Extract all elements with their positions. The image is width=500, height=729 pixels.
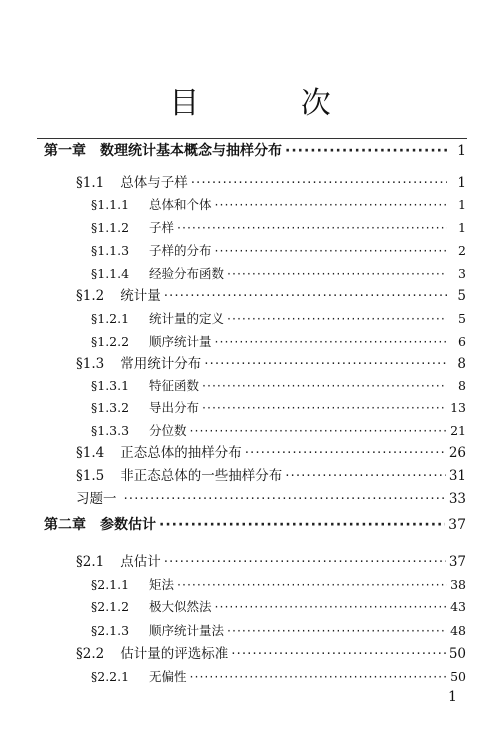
dot-leader <box>215 598 447 616</box>
toc-entry-title: 无偏性 <box>149 669 187 684</box>
toc-entry-number: §1.3.1 <box>91 378 130 393</box>
toc-entry-page: 1 <box>457 175 466 191</box>
toc-entry-title: 极大似然法 <box>149 599 212 614</box>
toc-entry-sub[interactable] <box>91 422 466 440</box>
dot-leader <box>227 310 447 328</box>
toc-entry-page: 5 <box>458 311 466 326</box>
toc-entry-page: 33 <box>448 491 466 507</box>
toc-entry-page: 43 <box>450 599 466 614</box>
dot-leader <box>164 553 446 571</box>
toc-entry-page: 8 <box>457 356 466 372</box>
toc-entry-number: 习题一 <box>76 491 117 507</box>
dot-leader <box>177 219 447 237</box>
toc-entry-title: 导出分布 <box>149 400 200 415</box>
toc-entry-sub[interactable] <box>91 242 466 260</box>
toc-entry-number: 第二章 <box>44 517 86 533</box>
toc-entry-number: §2.2 <box>76 646 105 662</box>
toc-entry-chapter[interactable] <box>44 142 466 160</box>
toc-entry-page: 21 <box>450 423 466 438</box>
toc-entry-sub[interactable] <box>91 576 466 594</box>
toc-entry-chapter[interactable] <box>44 516 466 534</box>
dot-leader <box>285 142 447 160</box>
dot-leader <box>215 333 447 351</box>
toc-entry-page: 37 <box>448 517 466 533</box>
toc-entry-title: 常用统计分布 <box>120 356 202 372</box>
toc-entry-title: 特征函数 <box>149 378 200 393</box>
toc-entry-section[interactable] <box>76 174 466 192</box>
page-title: 目 次 <box>169 86 377 121</box>
toc-entry-number: §1.1.3 <box>91 243 130 258</box>
toc-entry-sub[interactable] <box>91 399 466 417</box>
toc-entry-section[interactable] <box>76 645 466 663</box>
dot-leader <box>215 196 447 214</box>
toc-entry-number: §1.4 <box>76 445 105 461</box>
toc-entry-title: 数理统计基本概念与抽样分布 <box>100 143 282 159</box>
toc-entry-page: 38 <box>450 577 466 592</box>
toc-entry-number: §1.3.2 <box>91 400 130 415</box>
toc-entry-number: §2.1.1 <box>91 577 130 592</box>
toc-entry-title: 顺序统计量法 <box>149 623 225 638</box>
dot-leader <box>190 422 447 440</box>
toc-entry-title: 正态总体的抽样分布 <box>120 445 242 461</box>
toc-entry-number: §1.2.1 <box>91 311 130 326</box>
toc-entry-title: 非正态总体的一些抽样分布 <box>120 468 283 484</box>
toc-entry-title: 总体与子样 <box>120 175 188 191</box>
toc-entry-section[interactable] <box>76 287 466 305</box>
toc-entry-section[interactable] <box>76 467 466 485</box>
toc-entry-number: 第一章 <box>44 143 86 159</box>
toc-entry-number: §2.1.2 <box>91 599 130 614</box>
toc-entry-section[interactable] <box>76 355 466 373</box>
dot-leader <box>227 622 447 640</box>
dot-leader <box>177 576 447 594</box>
toc-entry-title: 估计量的评选标准 <box>120 646 229 662</box>
toc-entry-sub[interactable] <box>91 265 466 283</box>
page-number: 1 <box>448 689 457 705</box>
toc-entry-title: 矩法 <box>149 577 175 592</box>
toc-entry-number: §1.5 <box>76 468 105 484</box>
toc-entry-sub[interactable] <box>91 377 466 395</box>
toc-entry-page: 2 <box>458 243 466 258</box>
dot-leader <box>202 399 447 417</box>
toc-entry-number: §1.1.2 <box>91 220 130 235</box>
toc-entry-title: 子样的分布 <box>149 243 212 258</box>
toc-entry-exercise[interactable] <box>76 490 466 508</box>
toc-entry-sub[interactable] <box>91 310 466 328</box>
top-rule <box>37 138 467 139</box>
toc-entry-title: 点估计 <box>120 554 161 570</box>
toc-entry-sub[interactable] <box>91 668 466 686</box>
toc-entry-sub[interactable] <box>91 598 466 616</box>
toc-entry-page: 8 <box>458 378 466 393</box>
dot-leader <box>231 645 446 663</box>
toc-entry-page: 5 <box>457 288 466 304</box>
dot-leader <box>164 287 447 305</box>
toc-entry-page: 37 <box>448 554 466 570</box>
toc-entry-title: 子样 <box>149 220 175 235</box>
dot-leader <box>190 668 447 686</box>
dot-leader <box>124 490 446 508</box>
toc-entry-sub[interactable] <box>91 622 466 640</box>
toc-entry-number: §1.1 <box>76 175 105 191</box>
dot-leader <box>191 174 447 192</box>
toc-entry-number: §1.1.1 <box>91 197 130 212</box>
toc-entry-number: §1.3.3 <box>91 423 130 438</box>
toc-entry-sub[interactable] <box>91 333 466 351</box>
toc-entry-page: 48 <box>450 623 466 638</box>
dot-leader <box>245 444 446 462</box>
toc-entry-number: §2.1.3 <box>91 623 130 638</box>
toc-entry-number: §2.2.1 <box>91 669 130 684</box>
toc-entry-page: 26 <box>448 445 466 461</box>
toc-entry-page: 50 <box>448 646 466 662</box>
dot-leader <box>159 516 445 534</box>
toc-entry-title: 统计量的定义 <box>149 311 225 326</box>
dot-leader <box>202 377 447 395</box>
toc-entry-title: 参数估计 <box>100 517 156 533</box>
dot-leader <box>285 467 446 485</box>
toc-entry-number: §1.1.4 <box>91 266 130 281</box>
toc-entry-page: 1 <box>458 220 466 235</box>
toc-entry-page: 13 <box>450 400 466 415</box>
toc-entry-title: 顺序统计量 <box>149 334 212 349</box>
toc-entry-page: 6 <box>458 334 466 349</box>
toc-entry-page: 31 <box>448 468 466 484</box>
toc-entry-sub[interactable] <box>91 219 466 237</box>
toc-entry-number: §2.1 <box>76 554 105 570</box>
toc-entry-number: §1.2.2 <box>91 334 130 349</box>
toc-entry-title: 经验分布函数 <box>149 266 225 281</box>
toc-entry-number: §1.2 <box>76 288 105 304</box>
toc-entry-page: 1 <box>458 197 466 212</box>
toc-entry-page: 50 <box>450 669 466 684</box>
toc-entry-page: 3 <box>458 266 466 281</box>
dot-leader <box>204 355 447 373</box>
toc-entry-section[interactable] <box>76 553 466 571</box>
dot-leader <box>227 265 447 283</box>
toc-entry-title: 分位数 <box>149 423 187 438</box>
toc-entry-title: 统计量 <box>120 288 161 304</box>
toc-entry-section[interactable] <box>76 444 466 462</box>
toc-entry-sub[interactable] <box>91 196 466 214</box>
toc-entry-page: 1 <box>457 143 466 159</box>
toc-entry-title: 总体和个体 <box>149 197 212 212</box>
toc-entry-number: §1.3 <box>76 356 105 372</box>
dot-leader <box>215 242 447 260</box>
